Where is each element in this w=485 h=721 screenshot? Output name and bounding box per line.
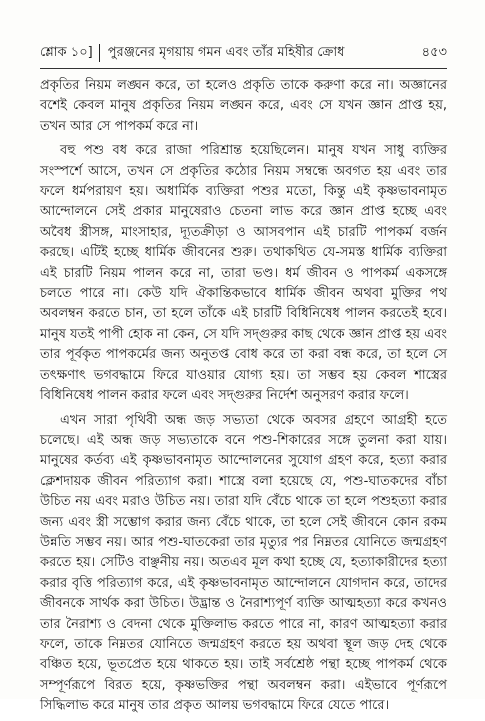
running-head [40,41,447,65]
paragraph: এখন সারা পৃথিবী অন্ধ জড় সভ্যতা থেকে অবসর গ্রহণে আগ্রহী হতে চলেছে। এই অন্ধ জড় সভ্যতাকে বনে পশু-শিকারের সঙ্গে তুলনা করা যায়। মানুষের কর্তব্য এই কৃষ্ণভাবনামৃত আন্দোলনের সুযোগ গ্রহণ করে, হত্যা করার ক্লেশদায়ক জীবন পরিত্যাগ করা। শাস্ত্রে বলা হয়েছে যে, পশু-ঘাতকদের বাঁচা উচিত নয় এবং মরাও উচিত নয়। তারা যদি বেঁচে থাকে তা হলে পশুহত্যা করার জন্য এবং স্ত্রী সম্ভোগ করার জন্য বেঁচে থাকে, তা হলে সেই জীবনে কোন রকম উন্নতি সম্ভব নয়। আর পশু-ঘাতকেরা তার মৃত্যুর পর নিম্নতর যোনিতে জন্মগ্রহণ করতে হয়। সেটিও বাঞ্ছনীয় নয়। অতএব মূল কথা হচ্ছে যে, হত্যাকারীদের হত্যা করার বৃত্তি পরিত্যাগ করে, এই কৃষ্ণভাবনামৃত আন্দোলনে যোগদান করে, তাদের জীবনকে সার্থক করা উচিত। উদ্ভ্রান্ত ও নৈরাশ্যপূর্ণ ব্যক্তি আত্মহত্যা করে কখনও তার নৈরাশ্য ও বেদনা থেকে মুক্তিলাভ করতে পারে না, কারণ আত্মহত্যা করার ফলে, তাকে নিম্নতর যোনিতে জন্মগ্রহণ করতে হয় অথবা স্থূল জড় দেহ থেকে বঞ্চিত হয়ে, ভূতপ্রেত হয়ে থাকতে হয়। তাই সর্বশ্রেষ্ঠ পন্থা হচ্ছে পাপকর্ম থেকে সম্পূর্ণরূপে বিরত হয়ে, কৃষ্ণভক্তির পন্থা অবলম্বন করা। এইভাবে পূর্ণরূপে সিদ্ধিলাভ করে মানুষ তার প্রকৃত আলয় ভগবদ্ধামে ফিরে যেতে পারে। [40,412,447,714]
verse-reference: শ্লোক ১০] [40,45,93,60]
paragraph: বহু পশু বধ করে রাজা পরিশ্রান্ত হয়েছিলেন। মানুষ যখন সাধু ব্যক্তির সংস্পর্শে আসে, তখন সে প্রকৃতির কঠোর নিয়ম সম্বন্ধে অবগত হয় এবং তার ফলে ধর্মপরায়ণ হয়। অধার্মিক ব্যক্তিরা পশুর মতো, কিন্তু এই কৃষ্ণভাবনামৃত আন্দোলনে সেই প্রকার মানুষেরাও চেতনা লাভ করে জ্ঞান প্রাপ্ত হচ্ছে এবং অবৈধ স্ত্রীসঙ্গ, মাংসাহার, দ্যূতক্রীড়া ও আসবপান এই চারটি পাপকর্ম বর্জন করছে। এটিই হচ্ছে ধার্মিক জীবনের শুরু। তথাকথিত যে-সমস্ত ধার্মিক ব্যক্তিরা এই চারটি নিয়ম পালন করে না, তারা ভণ্ড। ধর্ম জীবন ও পাপকর্ম একসঙ্গে চলতে পারে না। কেউ যদি ঐকান্তিকভাবে ধার্মিক জীবন অথবা মুক্তির পথ অবলম্বন করতে চান, তা হলে তাঁকে এই চারটি বিধিনিষেধ পালন করতেই হবে। মানুষ যতই পাপী হোক না কেন, সে যদি সদ্গুরুর কাছ থেকে জ্ঞান প্রাপ্ত হয় এবং তার পূর্বকৃত পাপকর্মের জন্য অনুতপ্ত বোধ করে তা করা বন্ধ করে, তা হলে সে তৎক্ষণাৎ ভগবদ্ধামে ফিরে যাওয়ার যোগ্য হয়। তা সম্ভব হয় কেবল শাস্ত্রের বিধিনিষেধ পালন করার ফলে এবং সদ্গুরুর নির্দেশ অনুসরণ করার ফলে। [40,143,447,404]
page-number: ৪৫৩ [421,45,447,60]
chapter-title: পুরঞ্জনের মৃগয়ায় গমন এবং তাঁর মহিষীর ক্রোধ [107,45,345,60]
header-divider [99,44,100,62]
purport-text [40,76,447,721]
paragraph-continued: প্রকৃতির নিয়ম লঙ্ঘন করে, তা হলেও প্রকৃতি তাকে করুণা করে না। অজ্ঞানের বশেই কেবল মানুষ প্রকৃতির নিয়ম লঙ্ঘন করে, এবং সে যখন জ্ঞান প্রাপ্ত হয়, তখন আর সে পাপকর্ম করে না। [40,78,447,134]
header-rule [40,68,447,69]
